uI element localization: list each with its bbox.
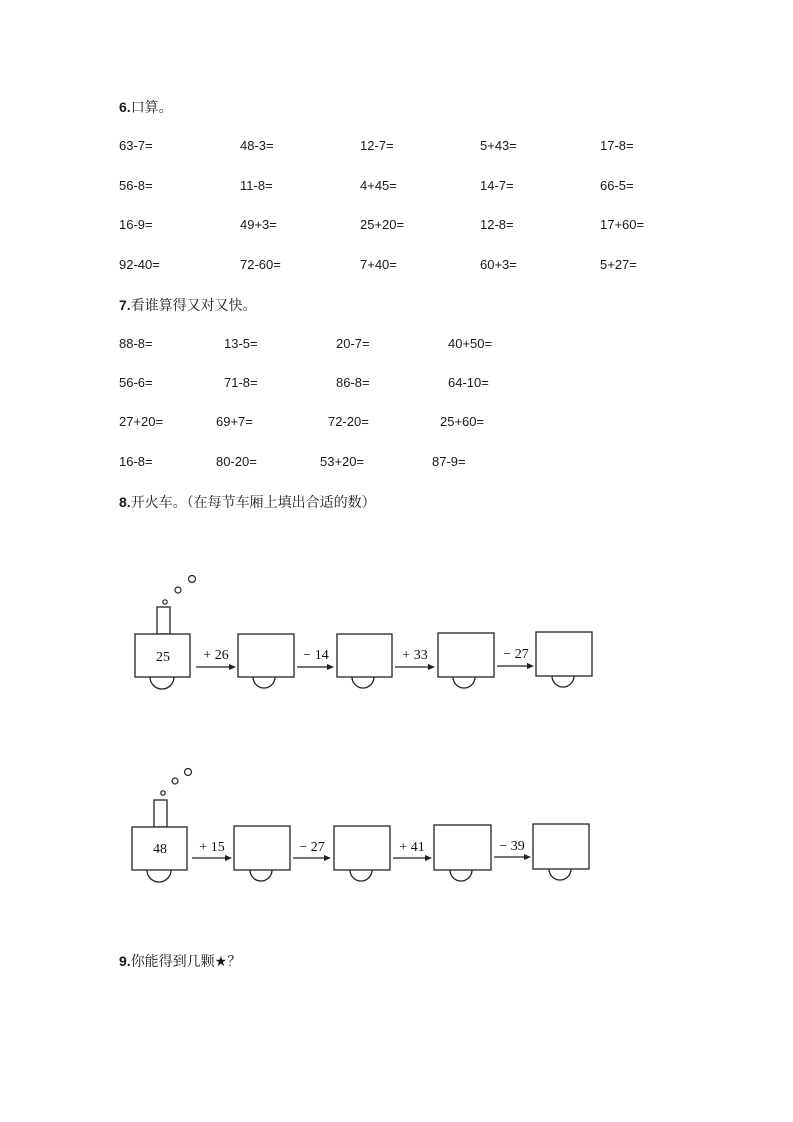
equation: 48-3= <box>240 138 274 153</box>
question-8-number: 8. <box>119 494 131 510</box>
smoke-circle <box>175 587 181 593</box>
train-diagram-2 <box>0 760 793 890</box>
equation: 5+43= <box>480 138 517 153</box>
equation: 69+7= <box>216 414 253 429</box>
operation-label: − 27 <box>503 647 529 662</box>
answer-box[interactable] <box>438 633 494 677</box>
operation-label: − 27 <box>299 840 325 855</box>
equation: 16-9= <box>119 217 153 232</box>
equation: 4+45= <box>360 178 397 193</box>
operation-label: − 39 <box>499 839 525 854</box>
question-7-number: 7. <box>119 297 131 313</box>
wheel <box>450 870 472 881</box>
equation: 60+3= <box>480 257 517 272</box>
answer-box[interactable] <box>238 634 294 677</box>
equation: 12-7= <box>360 138 394 153</box>
operation-label: + 33 <box>402 648 428 663</box>
equation: 12-8= <box>480 217 514 232</box>
equation: 5+27= <box>600 257 637 272</box>
question-6-number: 6. <box>119 99 131 115</box>
start-number: 48 <box>153 842 167 857</box>
chimney <box>154 800 167 827</box>
answer-box[interactable] <box>533 824 589 869</box>
answer-box[interactable] <box>337 634 392 677</box>
answer-box[interactable] <box>334 826 390 870</box>
equation: 72-20= <box>328 414 369 429</box>
smoke-circle <box>172 778 178 784</box>
equation: 88-8= <box>119 336 153 351</box>
smoke-circle <box>185 769 192 776</box>
answer-box[interactable] <box>434 825 491 870</box>
question-9-title <box>119 951 241 971</box>
equation: 56-6= <box>119 375 153 390</box>
equation: 80-20= <box>216 454 257 469</box>
chimney <box>157 607 170 634</box>
equation: 71-8= <box>224 375 258 390</box>
answer-box[interactable] <box>234 826 290 870</box>
question-8-title <box>119 492 376 512</box>
operation-label: + 26 <box>203 648 229 663</box>
answer-box[interactable] <box>536 632 592 676</box>
arrow-head-icon <box>229 664 236 670</box>
train-diagram-1 <box>0 570 793 700</box>
arrow-head-icon <box>324 855 331 861</box>
equation: 20-7= <box>336 336 370 351</box>
wheel <box>350 870 372 881</box>
wheel <box>253 677 275 688</box>
equation: 25+20= <box>360 217 405 232</box>
equation: 72-60= <box>240 257 281 272</box>
equation: 40+50= <box>448 336 493 351</box>
equation: 14-7= <box>480 178 514 193</box>
arrow-head-icon <box>327 664 334 670</box>
wheel <box>250 870 272 881</box>
equation: 25+60= <box>440 414 485 429</box>
arrow-head-icon <box>527 663 534 669</box>
wheel <box>352 677 374 688</box>
equation: 64-10= <box>448 375 489 390</box>
equation: 16-8= <box>119 454 153 469</box>
wheel <box>453 677 475 688</box>
smoke-circle <box>161 791 165 795</box>
question-6-title <box>119 97 173 117</box>
wheel <box>147 870 171 882</box>
equation: 7+40= <box>360 257 397 272</box>
equation: 87-9= <box>432 454 466 469</box>
arrow-head-icon <box>524 854 531 860</box>
smoke-circle <box>163 600 167 604</box>
question-9-text: 你能得到几颗★？ <box>130 954 242 970</box>
smoke-circle <box>189 576 196 583</box>
equation: 56-8= <box>119 178 153 193</box>
equation: 86-8= <box>336 375 370 390</box>
operation-label: + 41 <box>399 840 425 855</box>
wheel <box>150 677 174 689</box>
equation: 27+20= <box>119 414 164 429</box>
equation: 63-7= <box>119 138 153 153</box>
equation: 17+60= <box>600 217 645 232</box>
question-9-number: 9. <box>119 953 131 969</box>
arrow-head-icon <box>425 855 432 861</box>
question-6-text: 口算。 <box>130 100 173 116</box>
equation: 66-5= <box>600 178 634 193</box>
equation: 92-40= <box>119 257 160 272</box>
question-7-text: 看谁算得又对又快。 <box>130 298 257 314</box>
question-8-text: 开火车。（在每节车厢上填出合适的数） <box>130 495 376 511</box>
operation-label: + 15 <box>199 840 225 855</box>
equation: 49+3= <box>240 217 277 232</box>
start-number: 25 <box>156 650 170 665</box>
wheel <box>552 676 574 687</box>
arrow-head-icon <box>428 664 435 670</box>
equation: 17-8= <box>600 138 634 153</box>
arrow-head-icon <box>225 855 232 861</box>
wheel <box>549 869 571 880</box>
equation: 53+20= <box>320 454 365 469</box>
question-7-title <box>119 295 257 315</box>
operation-label: − 14 <box>303 648 329 663</box>
equation: 11-8= <box>240 178 273 193</box>
equation: 13-5= <box>224 336 258 351</box>
